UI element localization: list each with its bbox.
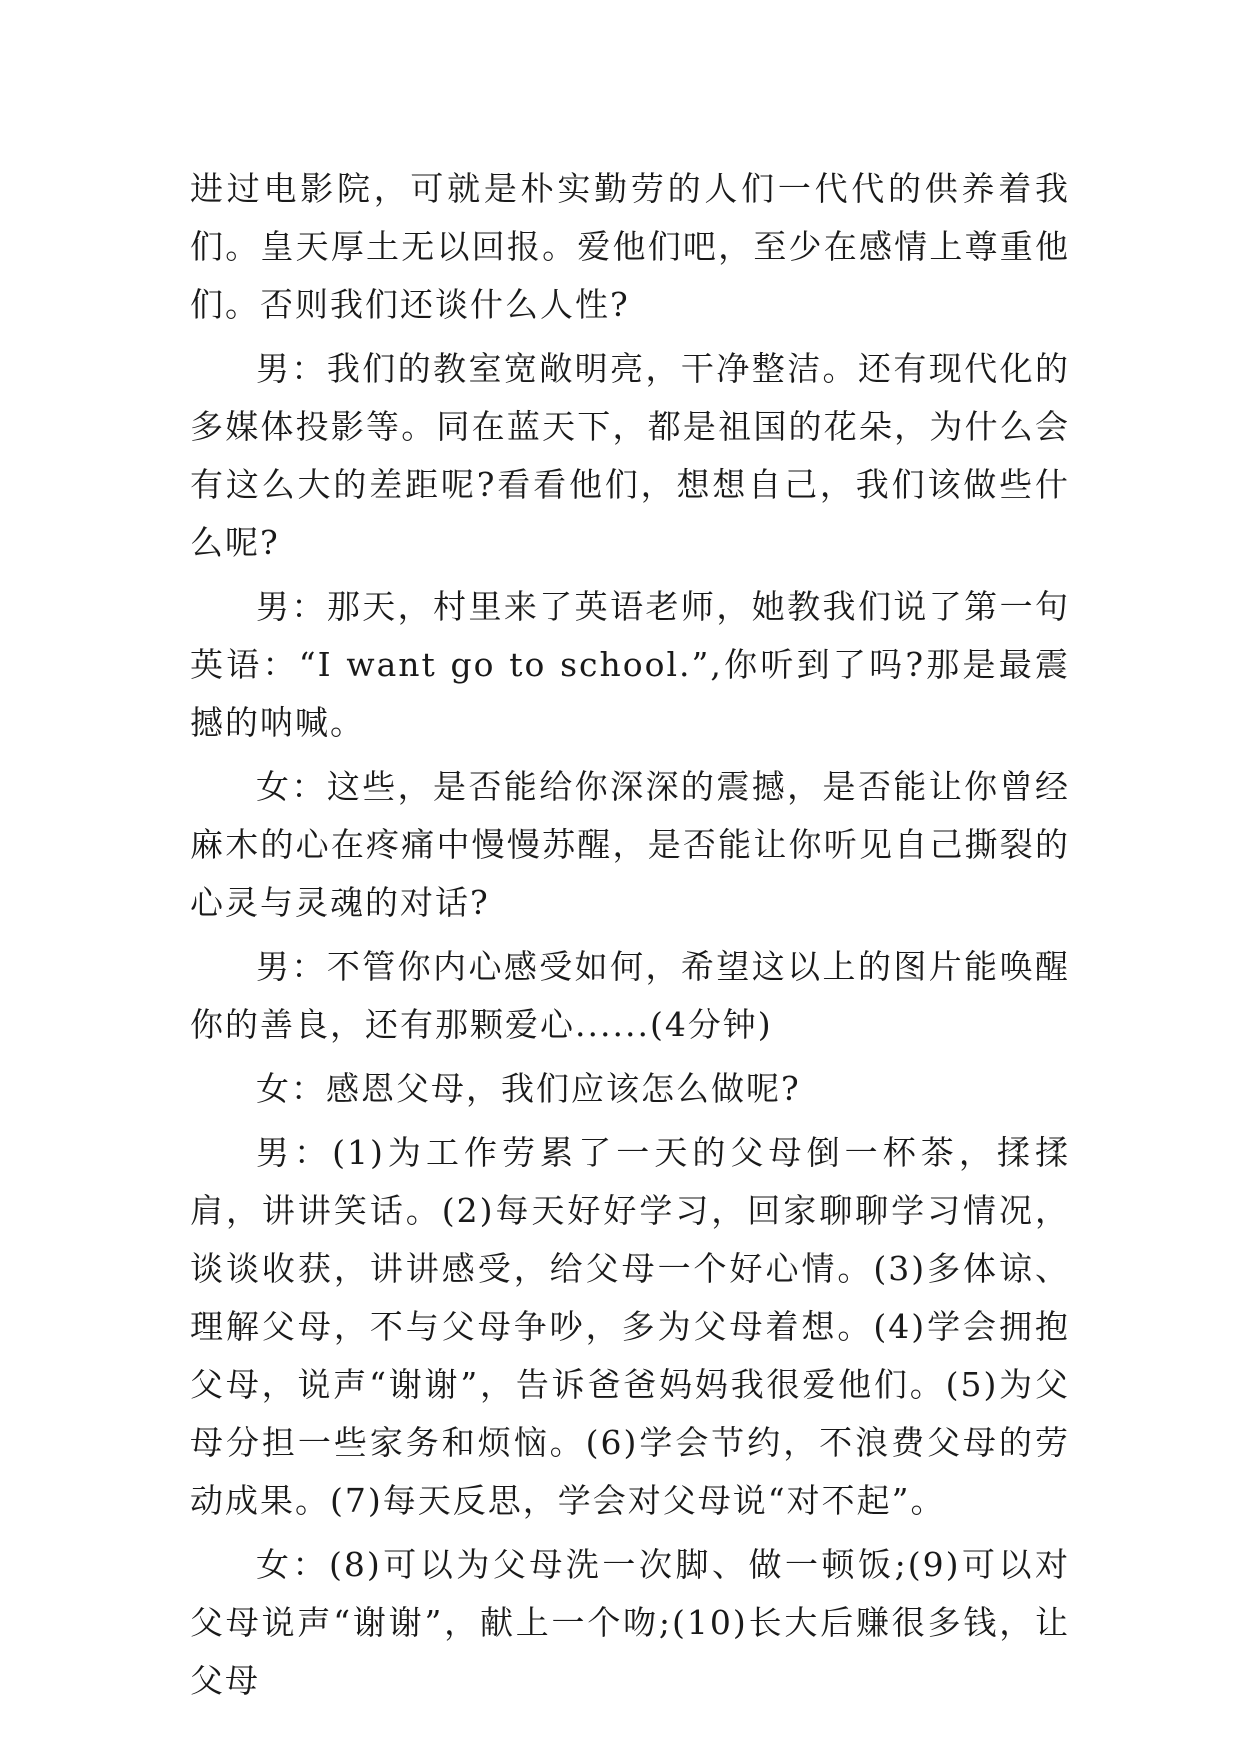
- paragraph-female-list: 女：(8)可以为父母洗一次脚、做一顿饭;(9)可以对父母说声“谢谢”，献上一个吻;(10)长大后赚很多钱，让父母: [190, 1545, 1070, 1700]
- paragraph-male-list: 男：(1)为工作劳累了一天的父母倒一杯茶，揉揉肩，讲讲笑话。(2)每天好好学习，回家聊聊学习情况，谈谈收获，讲讲感受，给父母一个好心情。(3)多体谅、理解父母，不与父母争吵，多为父母着想。(4)学会拥抱父母，说声“谢谢”，告诉爸爸妈妈我很爱他们。(5)为父母分担一些家务和烦恼。(6)学会节约，不浪费父母的劳动成果。(7)每天反思，学会对父母说“对不起”。: [190, 1133, 1070, 1520]
- paragraph-male-kindness: 男：不管你内心感受如何，希望这以上的图片能唤醒你的善良，还有那颗爱心......(4分钟): [190, 947, 1070, 1044]
- paragraph-male-classroom: 男：我们的教室宽敞明亮，干净整洁。还有现代化的多媒体投影等。同在蓝天下，都是祖国的花朵，为什么会有这么大的差距呢?看看他们，想想自己，我们该做些什么呢?: [190, 349, 1070, 562]
- paragraph-female-question: 女：感恩父母，我们应该怎么做呢?: [256, 1069, 801, 1108]
- paragraph-female-shock: 女：这些，是否能给你深深的震撼，是否能让你曾经麻木的心在疼痛中慢慢苏醒，是否能让你听见自己撕裂的心灵与灵魂的对话?: [190, 767, 1070, 922]
- document-body: [190, 160, 1070, 1716]
- paragraph-male-english-teacher: 男：那天，村里来了英语老师，她教我们说了第一句英语：“I want go to school.”,你听到了吗?那是最震撼的呐喊。: [190, 587, 1070, 742]
- paragraph-continuation: 进过电影院，可就是朴实勤劳的人们一代代的供养着我们。皇天厚土无以回报。爱他们吧，至少在感情上尊重他们。否则我们还谈什么人性?: [190, 169, 1070, 324]
